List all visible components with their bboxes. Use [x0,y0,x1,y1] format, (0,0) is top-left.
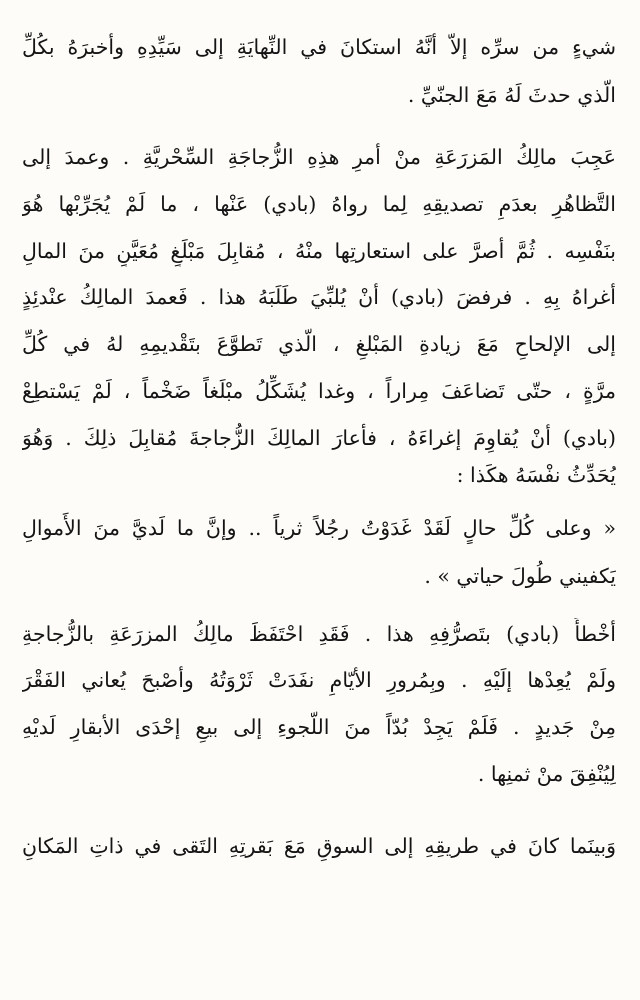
text-line: يُحَدِّثُ نفْسَهُ هكَذا : [456,463,616,487]
text-line: وَبينَما كانَ في طريقِهِ إلى السوقِ مَعَ بَقرتِهِ التَقى في ذاتِ المَكانِ [22,834,616,858]
text-line: الّذي حدثَ لَهُ مَعَ الجنّيِّ . [407,83,616,107]
text-line: مرَّةٍ ، حتّى تَضاعَفَ مِراراً ، وغدا يُشَكِّلُ مبْلَغاً ضَخْماً ، لَمْ يَسْتطِعْ [22,379,616,403]
text-line: يَكفيني طُولَ حياتي » . [424,564,616,588]
text-line: أخْطأَ (بادي) بتَصرُّفِهِ هذا . فَقَدِ احْتَفَظَ مالِكُ المزرَعَةِ بالزُّجاجةِ [22,622,616,646]
text-line: ولَمْ يُعِدْها إلَيْهِ . وبِمُرورِ الأيّامِ نفَدَتْ ثَرْوَتُهُ وأصْبحَ يُعاني الفَقْرَ [22,668,616,692]
text-line: إلى الإلحاحِ مَعَ زيادةِ المَبْلغِ ، الّذي تَطوَّعَ بتَقْديمِهِ لهُ في كُلِّ [22,332,616,356]
text-line: (بادي) أنْ يُقاوِمَ إغراءَهُ ، فأعارَ المالِكَ الزُّجاجةَ مُقابِلَ ذلِكَ . وَهُوَ [22,426,616,450]
text-line: عَجِبَ مالِكُ المَزرَعَةِ منْ أمرِ هذِهِ الزُّجاجَةِ السِّحْريَّةِ . وعمدَ إلى [22,145,616,169]
text-line: التَّظاهُرِ بعدَمِ تصديقِهِ لِما رواهُ (بادي) عَنْها ، ما لَمْ يُجَرِّبْها هُوَ [22,192,616,216]
text-line: أغراهُ بِهِ . فرفضَ (بادي) أنْ يُلبِّيَ طَلَبَهُ هذا . فَعمدَ المالِكُ عنْدئِذٍ [22,285,616,309]
text-line: « وعلى كُلِّ حالٍ لَقَدْ غَدَوْتُ رجُلاً ثرياً .. وإنَّ ما لَديَّ منَ الأَموالِ [22,516,616,540]
text-line: مِنْ جَديدٍ . فَلَمْ يَجِدْ بُدّاً منَ اللّجوءِ إلى بيعِ إحْدَى الأبقارِ لَديْهِ [22,715,616,739]
text-line: بنَفْسِه . ثُمَّ أصرَّ على استعارتِها منْهُ ، مُقابِلَ مَبْلَغٍ مُعَيَّنٍ منَ المالِ [22,239,616,263]
text-line: لِيُنْفِقَ منْ ثمنِها . [477,762,616,786]
text-line: شيءٍ من سرِّه إلاّ أنَّهُ استكانَ في النِّهايَةِ إلى سَيِّدِهِ وأخبرَهُ بكُلِّ [22,35,616,59]
